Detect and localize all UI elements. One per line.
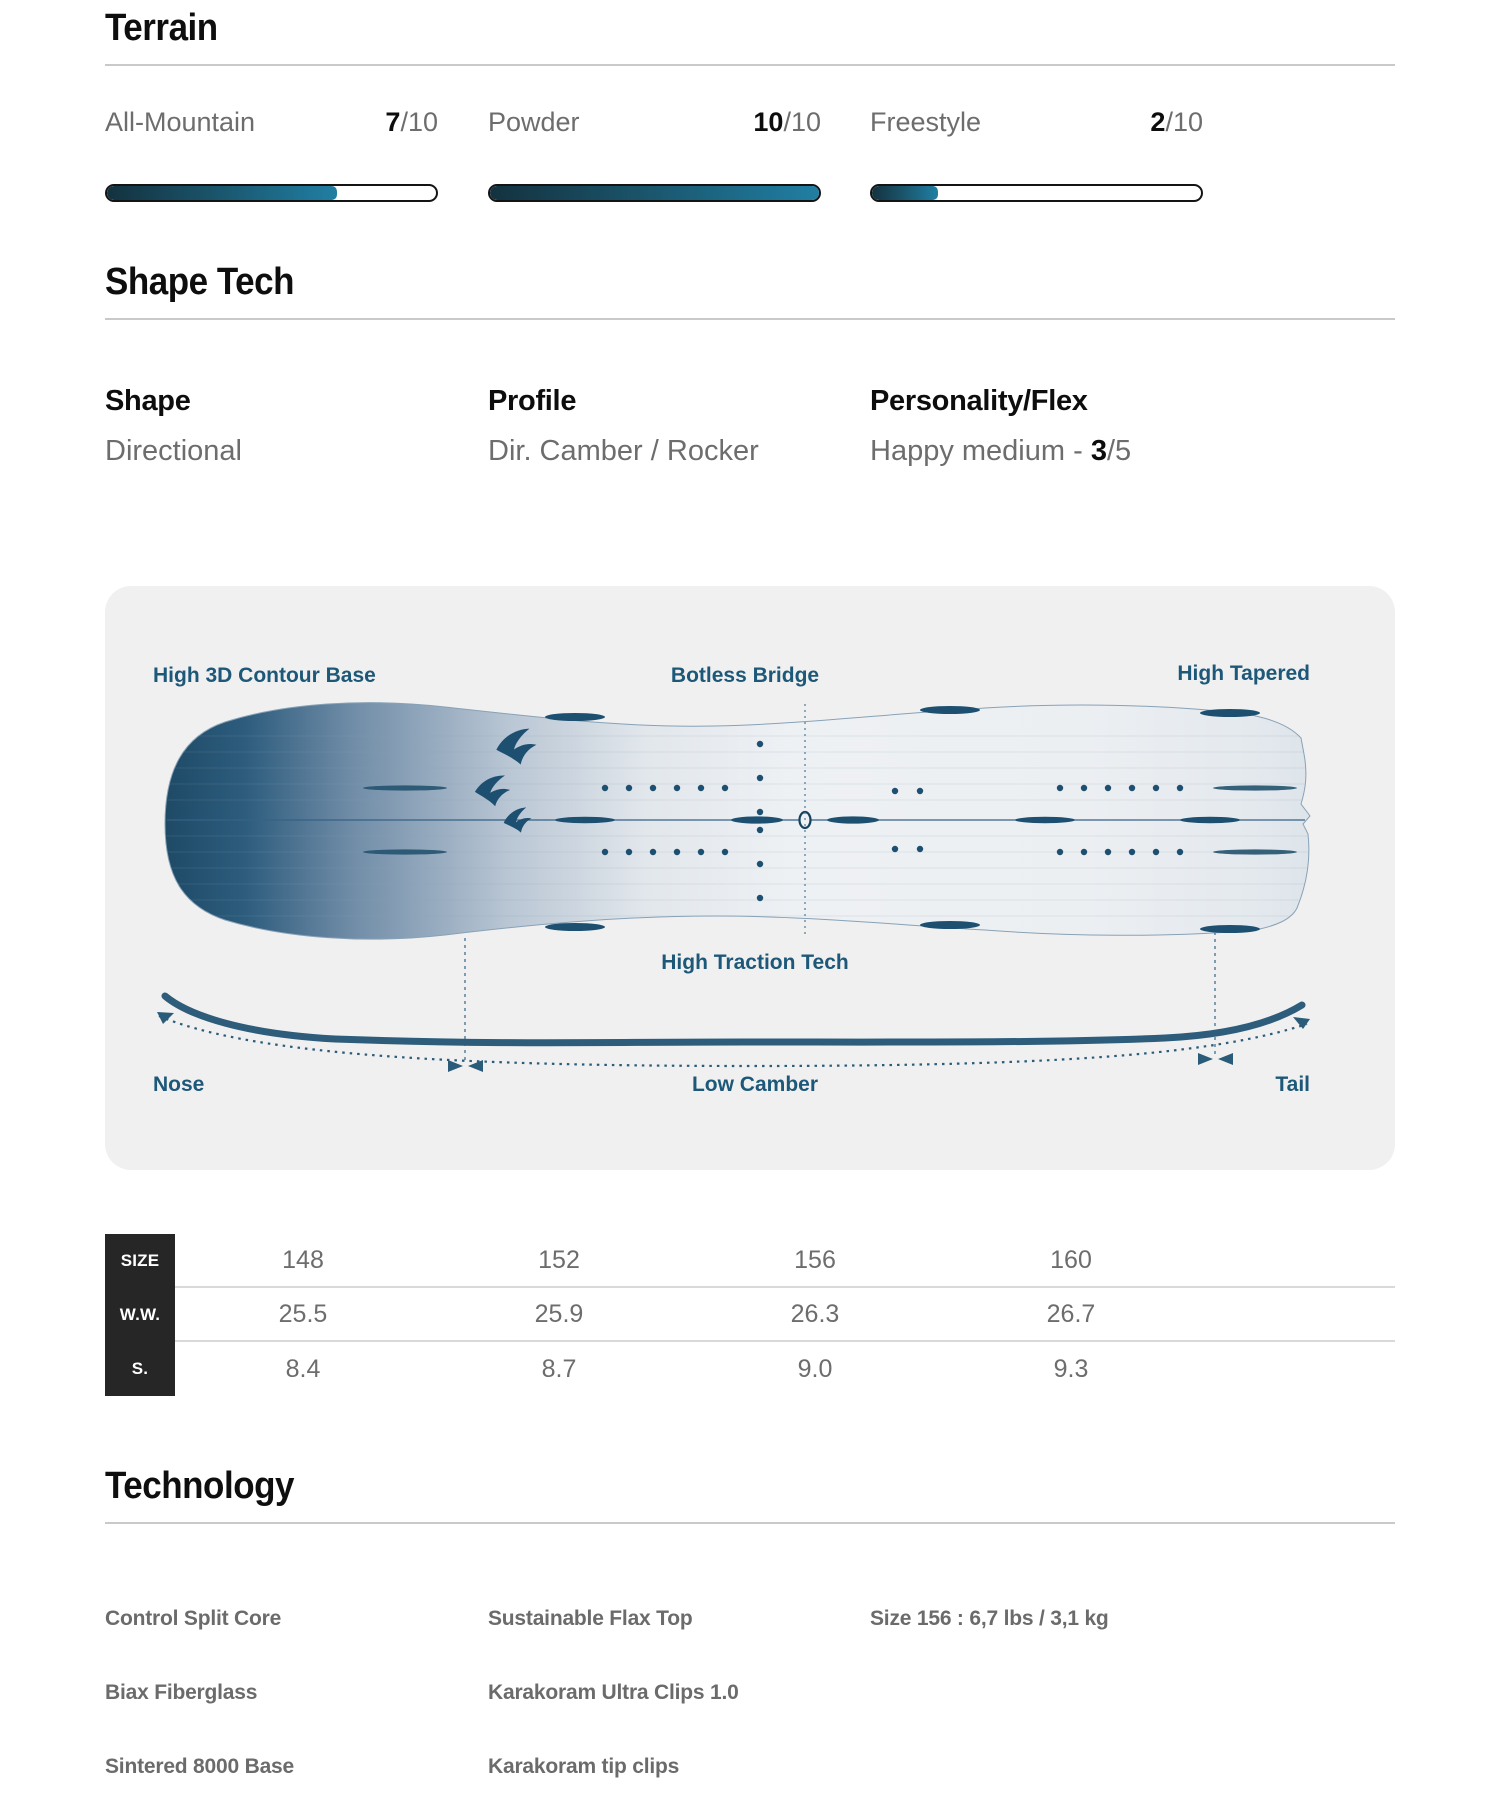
diagram-label-low-camber: Low Camber [691,1073,819,1096]
metric-score: 10/10 [753,107,821,137]
spec-value: Dir. Camber / Rocker [488,435,759,467]
tech-item: Karakoram Ultra Clips 1.0 [488,1681,739,1704]
technology-section-title: Technology [105,1465,294,1507]
board-top-view [165,703,1310,939]
terrain-metrics [105,106,1395,202]
board-diagram-card [105,586,1395,1170]
terrain-section-title: Terrain [105,7,218,49]
sidecut-value: 8.7 [541,1354,577,1383]
terrain-metric-powder [488,106,821,202]
size-table [105,1234,1395,1396]
spec-value: Happy medium - 3/5 [870,435,1132,467]
row-header: W.W. [105,1288,175,1342]
technology-column-3 [870,1606,1395,1800]
terrain-metric-freestyle [870,106,1203,202]
metric-label: Powder [488,107,580,137]
table-row-sidecut [105,1342,1395,1396]
tech-item: Sustainable Flax Top [488,1607,693,1630]
metric-score: 7/10 [385,107,438,137]
waist-width-value: 26.7 [1046,1299,1096,1328]
spec-label: Profile [488,385,577,417]
waist-width-value: 25.9 [534,1299,584,1328]
spec-personality-flex [870,384,1395,468]
size-value: 160 [1050,1245,1092,1274]
tech-item: Karakoram tip clips [488,1755,680,1778]
terrain-metric-all-mountain [105,106,438,202]
metric-bar [870,184,1203,202]
size-value: 152 [538,1245,580,1274]
diagram-label-high-tapered: High Tapered [1177,662,1310,685]
divider [105,1522,1395,1524]
spec-label: Shape [105,385,191,417]
table-row-size [105,1234,1395,1288]
metric-label: Freestyle [870,107,982,137]
sidecut-value: 8.4 [285,1354,321,1383]
divider [105,318,1395,320]
size-value: 156 [794,1245,836,1274]
row-header: S. [105,1342,175,1396]
sidecut-value: 9.0 [797,1354,833,1383]
metric-label: All-Mountain [105,107,256,137]
metric-bar-fill [107,186,337,200]
diagram-label-tail: Tail [1275,1073,1310,1096]
shape-tech-section-title: Shape Tech [105,261,295,303]
diagram-label-contour-base: High 3D Contour Base [153,664,376,687]
tech-item: Sintered 8000 Base [105,1755,295,1778]
metric-score: 2/10 [1150,107,1203,137]
metric-bar [488,184,821,202]
technology-column-1 [105,1606,488,1800]
divider [105,64,1395,66]
metric-bar-fill [490,186,819,200]
metric-bar [105,184,438,202]
spec-label: Personality/Flex [870,385,1088,417]
tech-item-weight: Size 156 : 6,7 lbs / 3,1 kg [870,1607,1109,1630]
diagram-label-botless-bridge: Botless Bridge [670,664,820,687]
spec-value: Directional [105,435,242,467]
diagram-label-nose: Nose [153,1073,205,1096]
spec-shape [105,384,488,468]
technology-list [105,1606,1395,1800]
spec-profile [488,384,870,468]
sidecut-value: 9.3 [1053,1354,1089,1383]
technology-column-2 [488,1606,870,1800]
waist-width-value: 26.3 [790,1299,840,1328]
waist-width-value: 25.5 [278,1299,328,1328]
tech-item: Biax Fiberglass [105,1681,258,1704]
row-header: SIZE [105,1234,175,1288]
table-row-waist-width [105,1288,1395,1342]
board-side-profile [157,996,1310,1072]
shape-tech-specs [105,384,1395,468]
metric-bar-fill [872,186,938,200]
tech-item: Control Split Core [105,1607,282,1630]
diagram-label-high-traction: High Traction Tech [661,951,849,974]
size-value: 148 [282,1245,324,1274]
